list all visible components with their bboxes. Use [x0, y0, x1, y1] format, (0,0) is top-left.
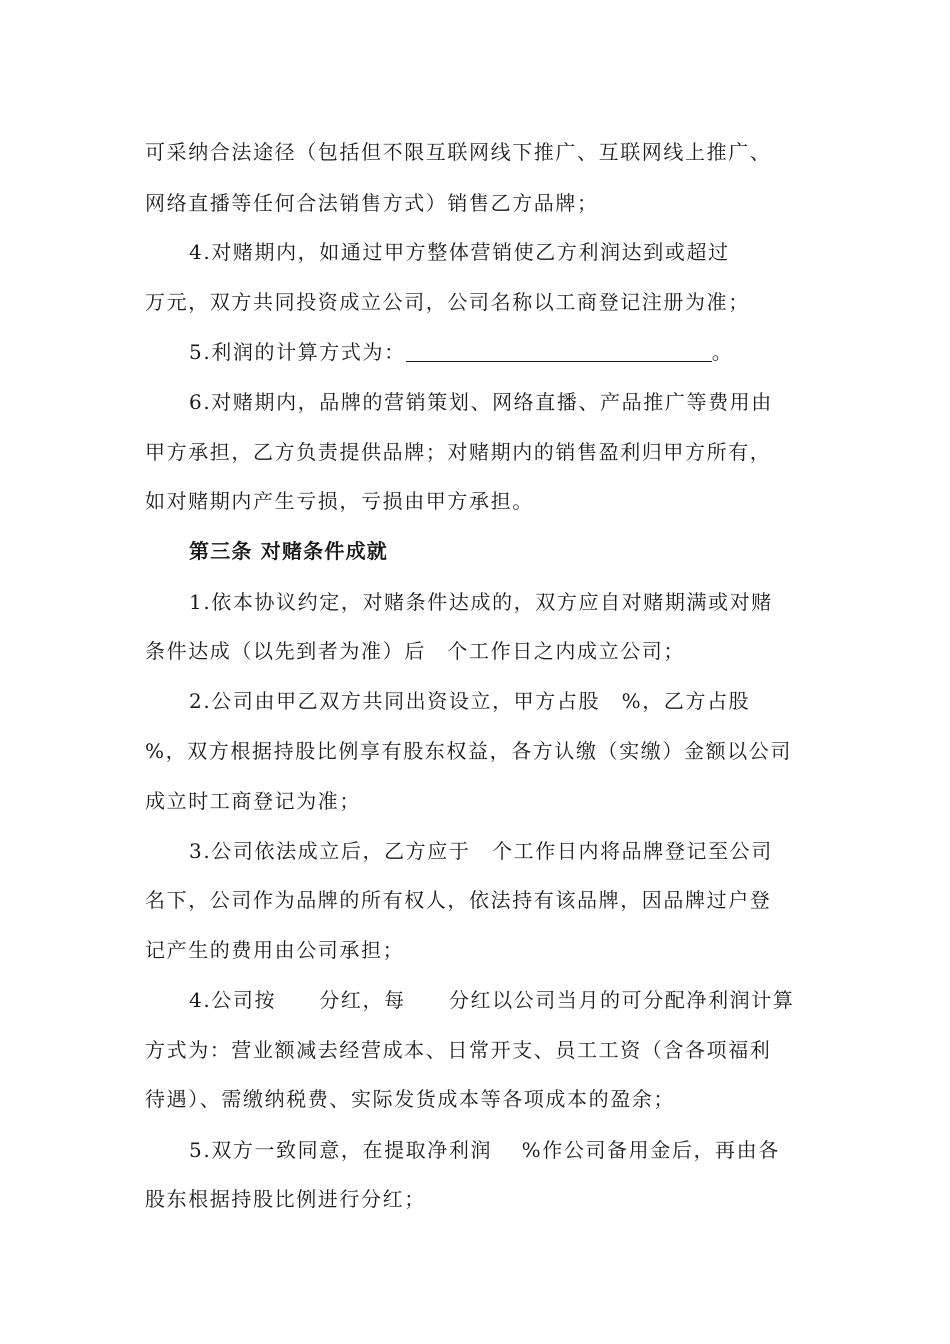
paragraph-line: 网络直播等任何合法销售方式）销售乙方品牌；	[145, 191, 599, 215]
paragraph-line: 条件达成（以先到者为准）后 个工作日之内成立公司；	[145, 639, 685, 663]
paragraph-line: 如对赌期内产生亏损，亏损由甲方承担。	[145, 489, 534, 513]
clause-5-end: 。	[711, 340, 734, 364]
clause-5-text: 5.利润的计算方式为：	[189, 340, 406, 364]
paragraph-line: 名下，公司作为品牌的所有权人，依法持有该品牌，因品牌过户登	[145, 888, 772, 912]
paragraph-line: 甲方承担，乙方负责提供品牌；对赌期内的销售盈利归甲方所有，	[145, 440, 772, 464]
paragraph-line: 万元，双方共同投资成立公司，公司名称以工商登记注册为准；	[145, 290, 750, 314]
fill-in-blank-underline	[406, 341, 712, 362]
section3-clause-4-line: 4.公司按 分红，每 分红以公司当月的可分配净利润计算	[189, 988, 795, 1012]
section3-clause-2-line: 2.公司由甲乙双方共同出资设立，甲方占股 %，乙方占股	[189, 689, 751, 713]
section-heading: 第三条 对赌条件成就	[189, 539, 388, 563]
paragraph-line: 成立时工商登记为准；	[145, 789, 361, 813]
paragraph-line: 可采纳合法途径（包括但不限互联网线下推广、互联网线上推广、	[145, 140, 772, 164]
paragraph-line: 方式为：营业额减去经营成本、日常开支、员工工资（含各项福利	[145, 1038, 772, 1062]
section3-clause-5-line: 5.双方一致同意，在提取净利润 %作公司备用金后，再由各	[189, 1138, 780, 1162]
paragraph-line: 记产生的费用由公司承担；	[145, 938, 405, 962]
clause-6-line: 6.对赌期内，品牌的营销策划、网络直播、产品推广等费用由	[189, 390, 773, 414]
clause-5-line	[189, 338, 810, 366]
paragraph-line: 待遇）、需缴纳税费、实际发货成本等各项成本的盈余；	[145, 1087, 675, 1111]
section3-clause-1-line: 1.依本协议约定，对赌条件达成的，双方应自对赌期满或对赌	[189, 590, 773, 614]
section3-clause-3-line: 3.公司依法成立后，乙方应于 个工作日内将品牌登记至公司	[189, 839, 773, 863]
paragraph-line: %，双方根据持股比例享有股东权益，各方认缴（实缴）金额以公司	[145, 739, 793, 763]
paragraph-line: 股东根据持股比例进行分红；	[145, 1187, 426, 1211]
clause-4-line: 4.对赌期内，如通过甲方整体营销使乙方利润达到或超过	[189, 240, 730, 264]
